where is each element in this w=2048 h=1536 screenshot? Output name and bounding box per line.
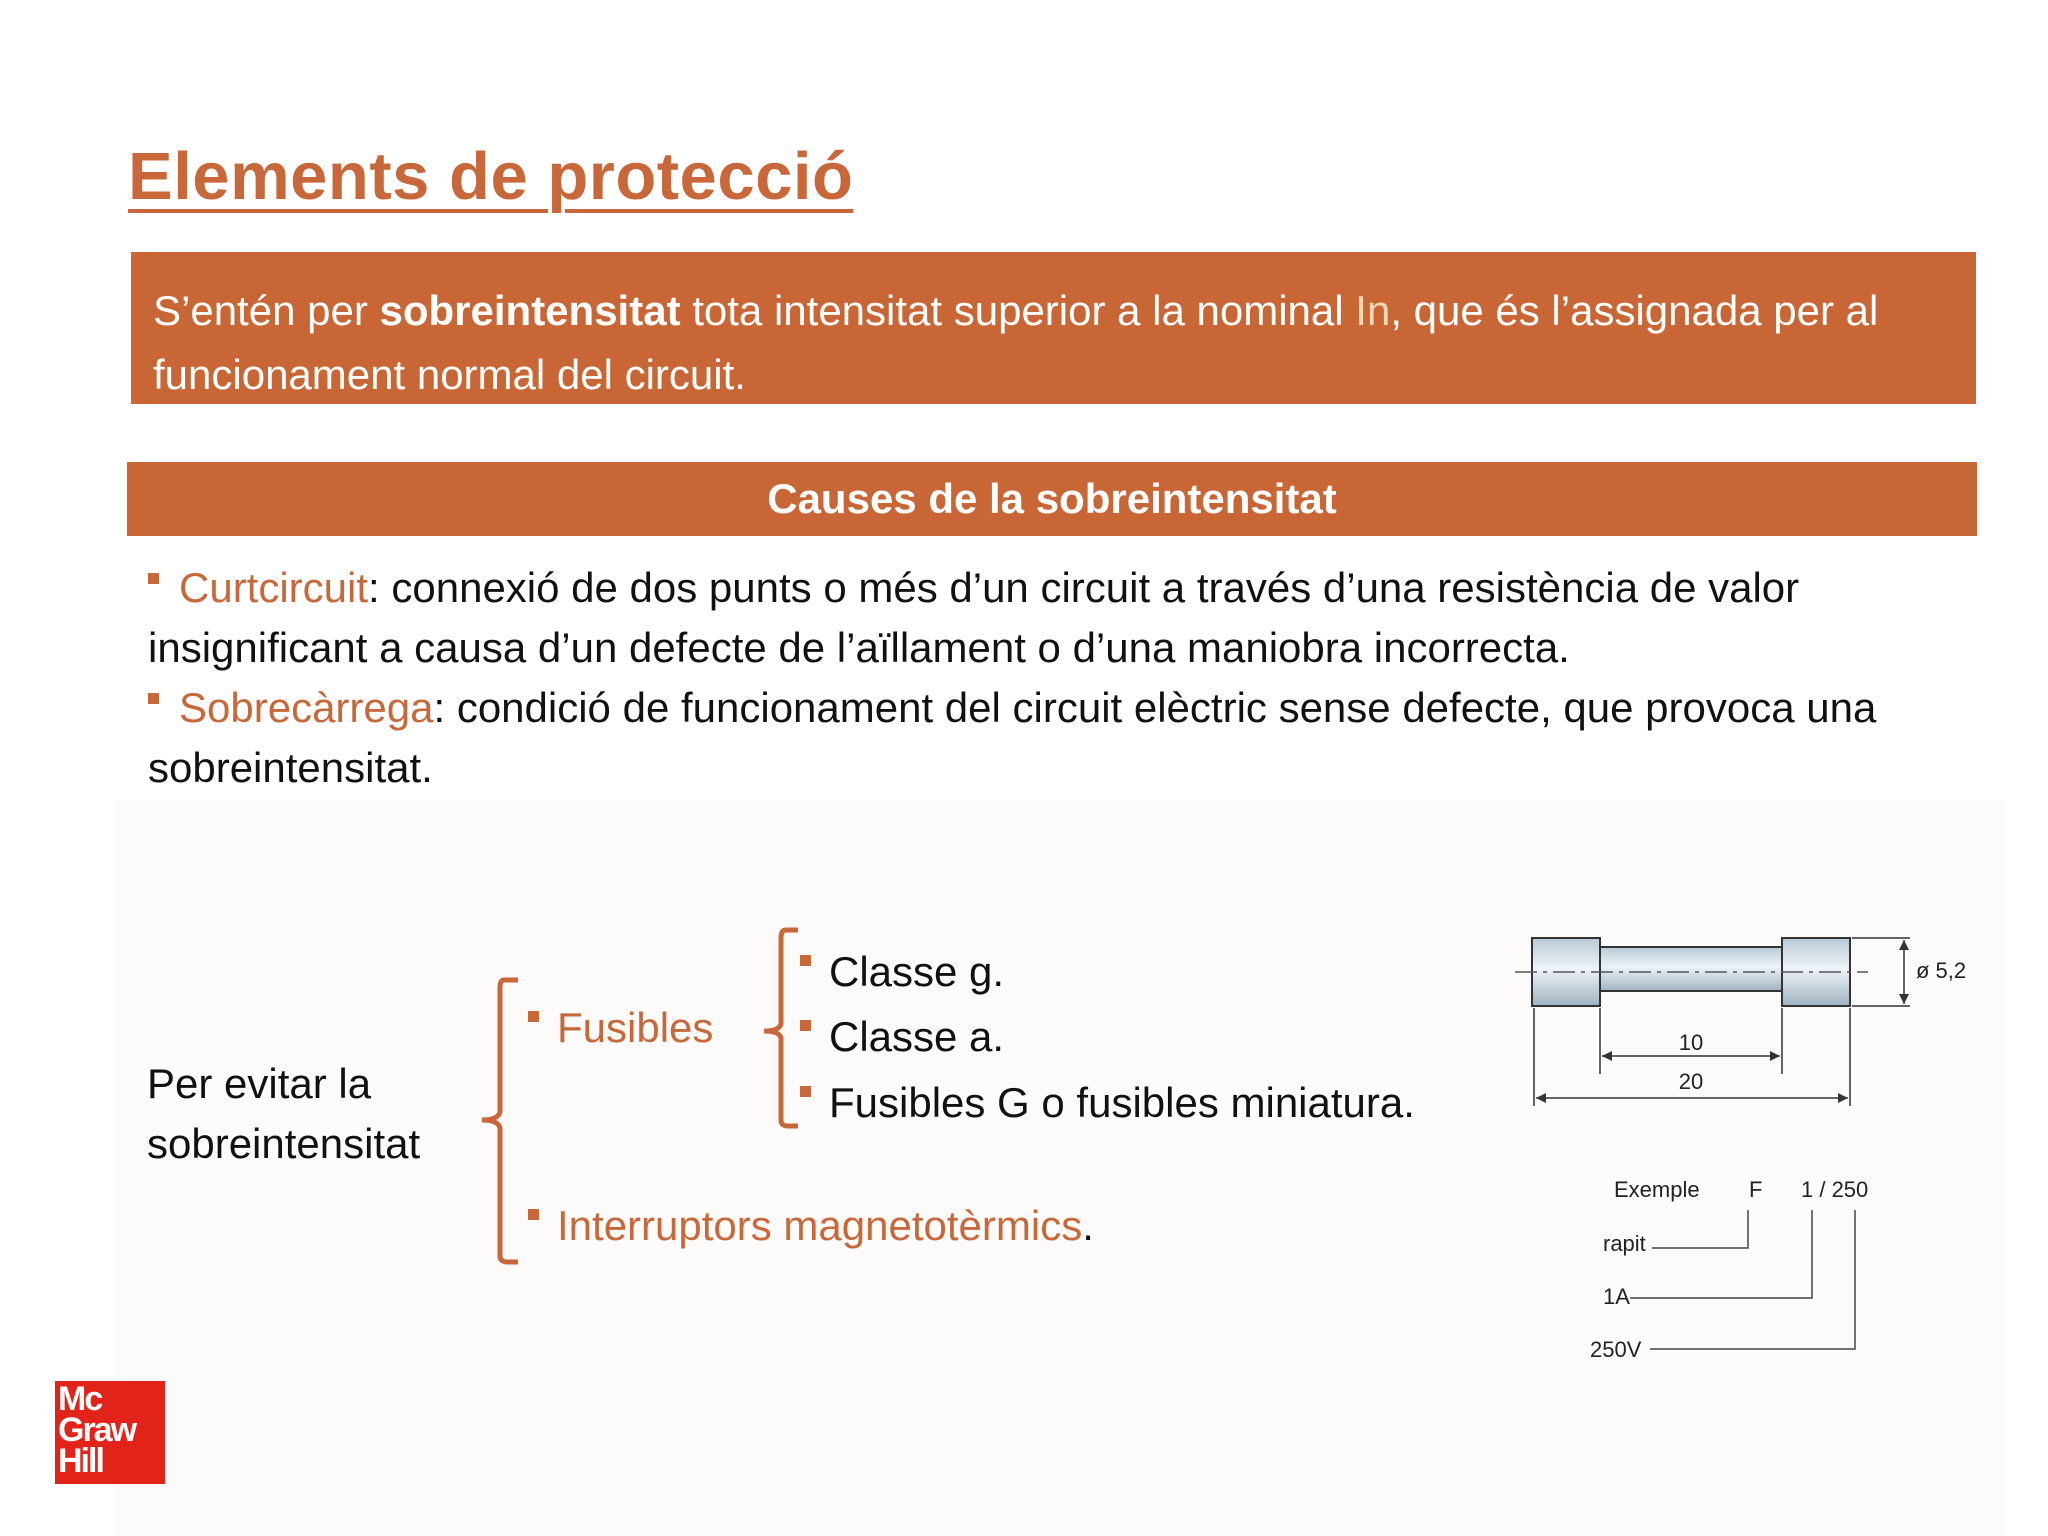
definition-post: , que és l’assignada per al funcionament normal del circuit.: [153, 287, 1879, 398]
fusibles-label: Fusibles: [557, 1004, 714, 1051]
logo-line: Graw: [58, 1411, 136, 1449]
fuse-class-item: [800, 947, 1004, 997]
code-rating: 1 / 250: [1801, 1177, 1869, 1202]
cause-text: : condició de funcionament del circuit elèctric sense defecte, que provoca una sobreintensitat.: [148, 684, 1877, 791]
leader-current: [1630, 1210, 1812, 1298]
bullet-square-icon: [800, 1086, 811, 1097]
definition-symbol: In: [1355, 287, 1391, 334]
definition-term: sobreintensitat: [379, 287, 681, 334]
option-fusibles: [528, 1003, 713, 1053]
fuse-drawing: [1500, 920, 2020, 1120]
voltage-label: 250V: [1590, 1337, 1642, 1362]
avoid-line2: sobreintensitat: [147, 1120, 421, 1167]
inner-length-label: 10: [1678, 1030, 1704, 1055]
logo-line: Hill: [58, 1442, 103, 1480]
page-title: Elements de protecció: [128, 139, 854, 214]
avoid-line1: Per evitar la: [147, 1060, 372, 1107]
leader-rapit: [1652, 1210, 1748, 1248]
logo-line: Mc: [58, 1380, 102, 1418]
causes-header: Causes de la sobreintensitat: [127, 462, 1977, 536]
fuse-label-diagram: [1560, 1170, 1960, 1380]
example-label: Exemple: [1614, 1177, 1700, 1202]
rapit-label: rapit: [1603, 1231, 1646, 1256]
cause-term: Sobrecàrrega: [179, 684, 434, 731]
cause-term: Curtcircuit: [179, 564, 369, 611]
fuse-class-label: Classe g.: [829, 948, 1005, 995]
total-length-label: 20: [1678, 1069, 1704, 1094]
code-letter: F: [1749, 1177, 1763, 1202]
fuse-class-label: Fusibles G o fusibles miniatura.: [829, 1079, 1415, 1126]
definition-mid: tota intensitat superior a la nominal: [680, 287, 1356, 334]
interruptors-label: Interruptors magnetotèrmics: [557, 1202, 1083, 1249]
interruptors-end: .: [1082, 1202, 1094, 1249]
bullet-square-icon: [528, 1209, 539, 1220]
mcgraw-hill-logo: [55, 1381, 165, 1484]
fuse-class-label: Classe a.: [829, 1013, 1005, 1060]
cause-text: : connexió de dos punts o més d’un circuit a través d’una resistència de valor insignificant a causa d’un defecte de l’aïllament o d’una maniobra incorrecta.: [148, 564, 1800, 671]
fuse-class-item: [800, 1078, 1415, 1128]
leader-voltage: [1650, 1210, 1855, 1349]
bullet-square-icon: [800, 955, 811, 966]
main-bracket-icon: [482, 980, 518, 1262]
diameter-label: ø 5,2: [1916, 958, 1967, 983]
definition-pre: S’entén per: [153, 287, 380, 334]
bullet-square-icon: [800, 1020, 811, 1031]
option-interruptors: [528, 1201, 1094, 1251]
current-label: 1A: [1603, 1284, 1630, 1309]
sub-bracket-icon: [764, 930, 798, 1126]
fuse-body: [1598, 947, 1782, 991]
bullet-square-icon: [528, 1011, 539, 1022]
fuse-class-item: [800, 1012, 1004, 1062]
